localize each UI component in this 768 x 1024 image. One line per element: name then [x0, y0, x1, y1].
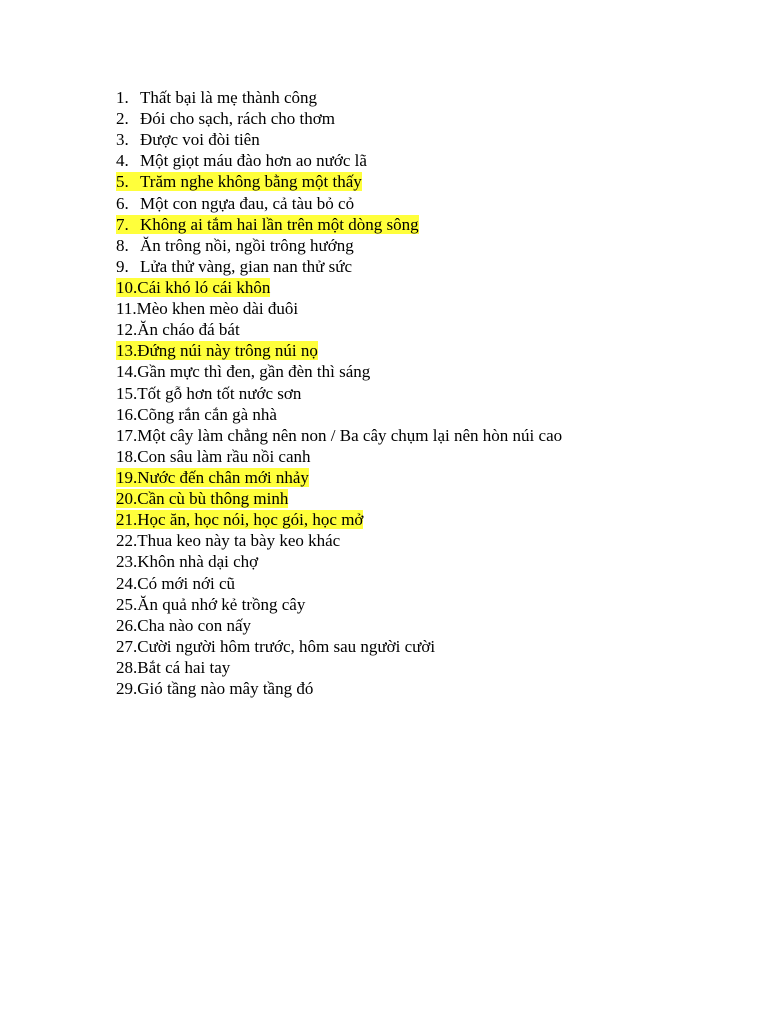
item-number: 18. — [116, 446, 138, 466]
item-text: Ăn trông nồi, ngồi trông hướng — [140, 235, 354, 255]
item-text: Thất bại là mẹ thành công — [140, 88, 318, 108]
highlighted-text — [116, 489, 288, 508]
list-item — [116, 298, 562, 319]
list-item — [116, 256, 562, 277]
highlighted-text — [116, 468, 309, 487]
list-item — [116, 446, 562, 467]
list-item — [116, 657, 562, 678]
item-text: Ăn quả nhớ kẻ trồng cây — [137, 594, 306, 614]
item-text-wrap — [116, 257, 352, 276]
list-item — [116, 509, 562, 530]
list-item — [116, 214, 562, 235]
item-number: 3. — [116, 130, 129, 150]
list-item — [116, 340, 562, 361]
item-text: Khôn nhà dại chợ — [137, 552, 259, 572]
item-text-wrap — [116, 151, 367, 170]
list-item — [116, 678, 562, 699]
list-item — [116, 573, 562, 594]
item-text: Gần mực thì đen, gần đèn thì sáng — [137, 362, 371, 382]
highlighted-text — [116, 215, 419, 234]
item-number: 17. — [116, 425, 138, 445]
list-item — [116, 488, 562, 509]
item-text: Một cây làm chẳng nên non / Ba cây chụm lại nên hòn núi cao — [137, 425, 563, 445]
list-item — [116, 277, 562, 298]
list-item — [116, 361, 562, 382]
item-text: Cái khó ló cái khôn — [137, 278, 271, 298]
highlighted-text — [116, 278, 270, 297]
list-item — [116, 319, 562, 340]
list-item — [116, 235, 562, 256]
item-text-wrap — [116, 574, 235, 593]
item-number: 7. — [116, 214, 129, 234]
item-number: 24. — [116, 573, 138, 593]
item-number: 10. — [116, 278, 138, 298]
item-number: 26. — [116, 615, 138, 635]
item-text-wrap — [116, 130, 260, 149]
item-text: Mèo khen mèo dài đuôi — [136, 299, 299, 319]
list-item — [116, 171, 562, 192]
proverb-list — [116, 87, 562, 699]
list-item — [116, 425, 562, 446]
item-text-wrap — [116, 531, 340, 550]
item-number: 6. — [116, 193, 129, 213]
item-number: 5. — [116, 172, 129, 192]
item-number: 25. — [116, 594, 138, 614]
item-text: Tốt gỗ hơn tốt nước sơn — [137, 383, 302, 403]
item-text: Thua keo này ta bày keo khác — [137, 531, 341, 551]
item-text-wrap — [116, 88, 317, 107]
item-number: 1. — [116, 88, 129, 108]
list-item — [116, 551, 562, 572]
item-number: 13. — [116, 341, 138, 361]
item-text: Không ai tắm hai lần trên một dòng sông — [140, 214, 419, 234]
item-text-wrap — [116, 637, 435, 656]
item-text-wrap — [116, 236, 354, 255]
item-text: Cười người hôm trước, hôm sau người cười — [137, 636, 436, 656]
item-number: 19. — [116, 468, 138, 488]
item-text: Được voi đòi tiên — [140, 130, 260, 150]
item-number: 9. — [116, 256, 129, 276]
item-text-wrap — [116, 447, 311, 466]
item-number: 15. — [116, 383, 138, 403]
item-text: Nước đến chân mới nhảy — [137, 468, 309, 488]
item-text: Một con ngựa đau, cả tàu bỏ cỏ — [140, 193, 355, 213]
item-number: 20. — [116, 489, 138, 509]
item-number: 8. — [116, 235, 129, 255]
item-number: 11. — [116, 299, 137, 319]
item-text-wrap — [116, 109, 335, 128]
list-item — [116, 530, 562, 551]
list-item — [116, 87, 562, 108]
item-text: Con sâu làm rầu nồi canh — [137, 446, 311, 466]
item-number: 28. — [116, 658, 138, 677]
list-item — [116, 383, 562, 404]
item-number: 14. — [116, 362, 138, 382]
item-text-wrap — [116, 679, 313, 698]
item-text-wrap — [116, 320, 240, 339]
item-text: Ăn cháo đá bát — [137, 320, 240, 340]
item-number: 22. — [116, 531, 138, 551]
item-text-wrap — [116, 616, 251, 635]
item-number: 16. — [116, 404, 138, 424]
item-text: Cha nào con nấy — [137, 615, 252, 635]
item-text-wrap — [116, 384, 301, 403]
item-text: Lửa thử vàng, gian nan thử sức — [140, 256, 353, 276]
list-item — [116, 467, 562, 488]
item-text: Bắt cá hai tay — [137, 658, 231, 677]
item-text-wrap — [116, 405, 277, 424]
list-item — [116, 594, 562, 615]
highlighted-text — [116, 341, 318, 360]
item-text-wrap — [116, 658, 230, 677]
item-text: Học ăn, học nói, học gói, học mở — [137, 510, 364, 530]
item-text: Một giọt máu đào hơn ao nước lã — [140, 151, 367, 171]
item-text-wrap — [116, 362, 370, 381]
item-number: 27. — [116, 636, 138, 656]
item-text: Gió tầng nào mây tầng đó — [137, 679, 314, 699]
list-item — [116, 108, 562, 129]
item-text: Trăm nghe không bằng một thấy — [140, 172, 362, 192]
item-text: Cần cù bù thông minh — [137, 489, 289, 509]
list-item — [116, 636, 562, 657]
list-item — [116, 193, 562, 214]
item-text: Cõng rắn cắn gà nhà — [137, 404, 277, 424]
list-item — [116, 404, 562, 425]
highlighted-text — [116, 510, 363, 529]
item-number: 29. — [116, 679, 138, 699]
item-number: 21. — [116, 510, 138, 530]
item-number: 4. — [116, 151, 129, 171]
item-text-wrap — [116, 299, 298, 318]
list-item — [116, 615, 562, 636]
item-number: 12. — [116, 320, 138, 340]
item-number: 2. — [116, 109, 129, 129]
list-item — [116, 129, 562, 150]
item-number: 23. — [116, 552, 138, 572]
item-text-wrap — [116, 595, 305, 614]
list-item — [116, 150, 562, 171]
highlighted-text — [116, 172, 362, 191]
item-text: Có mới nới cũ — [137, 573, 236, 593]
item-text: Đứng núi này trông núi nọ — [137, 341, 318, 361]
item-text-wrap — [116, 552, 258, 571]
item-text-wrap — [116, 426, 562, 445]
item-text: Đói cho sạch, rách cho thơm — [140, 109, 335, 129]
item-text-wrap — [116, 194, 354, 213]
